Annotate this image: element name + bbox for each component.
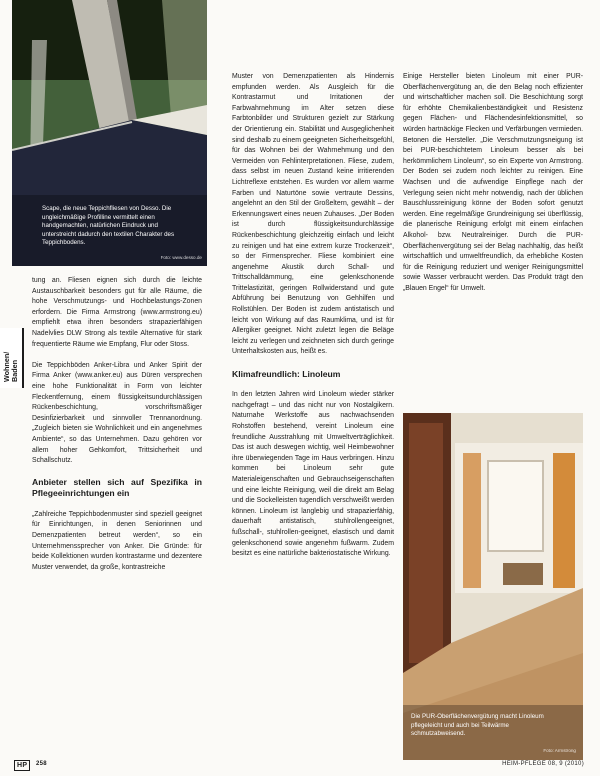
- col1-paragraph-3: „Zahlreiche Teppichbodenmuster sind speziell geeignet für Einrichtungen, in denen Seniorinnen und Demenzpatienten betreut werden“, so ein Unternehmenssprecher von Anker. Die Gründe: für beide Kollektionen wurden kontrastarme und dezentere Muster verwendet, da große, kontrastreiche: [32, 510, 202, 571]
- photo-top-credit: Foto: www.desso.de: [160, 255, 202, 260]
- col1-paragraph-2: Die Teppichböden Anker-Libra und Anker Spirit der Firma Anker (www.anker.eu) aus Düren versprechen eine hohe Funktionalität in Form von leichter Fleckentfernung, einem flüssigkeitsundurchlässigen Rückenbeschichtung, vorschriftsmäßiger Desinfizierbarkeit und sinnvoller Trennanordnung. „Zugleich bieten sie Wohnlichkeit und ein angenehmes Ambiente“, so das Unternehmen. Dazu gehören vor allem hoher Gehkomfort, Trittsicherheit und Schallschutz.: [32, 361, 202, 465]
- section-tab-label: Wohnen/ Baden: [2, 351, 19, 382]
- col1-heading: Anbieter stellen sich auf Spezifika in Pflegeeinrichtungen ein: [32, 477, 202, 499]
- section-tab: [0, 328, 24, 388]
- photo-bottom-caption: Die PUR-Oberflächenvergütung macht Linoleum pflegeleicht und auch bei Teilwärme schmutzabweisend.: [411, 713, 544, 738]
- col1-paragraph-1: tung an. Fliesen eignen sich durch die leichte Austauschbarkeit besonders gut für alle Räume, die hohe Verschmutzungs- und Hochbelastungs-Zonen erfordern. Die Firma Armstrong (www.armstrong.eu) empfiehlt etwa ihren besonders strapazierfähigen Nadelvlies DLW Strong als textile Alternative für stark frequentierte Räume wie Empfang, Flur oder Stoss.: [32, 277, 202, 348]
- column-2: [232, 72, 394, 560]
- column-3: [403, 72, 583, 294]
- photo-linoleum-room: [403, 413, 583, 760]
- linoleum-room-illustration: [403, 413, 583, 760]
- column-1: [32, 276, 202, 573]
- page-footer: [14, 760, 584, 772]
- col3-paragraph-1: Einige Hersteller bieten Linoleum mit einer PUR-Oberflächenvergütung an, die den Belag noch effizienter und wirtschaftlicher machen soll. Die Beschichtung sorgt für erhöhte Chemikalienbeständigkeit und Resistenz gegen Flächen- und Flächendesinfektionsmittel, so würden hartnäckige Flecken und Verfärbungen vermieden. Betonen die Hersteller. „Die Verschmutzungsneigung ist bei PUR-beschichtetem Linoleum besser als bei herkömmlichem Linoleum“, so ein Experte von Armstrong. Der Boden sei zudem noch leichter zu reinigen. Eine Wachsen und die aufwendige Einpflege nach der Verlegung seien nicht mehr notwendig, nach der üblichen Bauschlussreinigung könne der Boden sofort genutzt werden. Eine regelmäßige Grundreinigung sei überflüssig, die planerische Reinigung erfolgt mit einem einfachen Alkohol- bzw. Neutralreiniger. Durch die PUR-Oberflächenvergütung sei der Belag nachhaltig, das heißt wirtschaftlich und umweltfreundlich, da erhebliche Kosten für die Reinigung reduziert und weniger Reinigungsmittel sowie Wasser verbraucht werden. Das Produkt trägt den „Blauen Engel“ für Umwelt.: [403, 73, 583, 292]
- magazine-issue: HEIM-PFLEGE 08, 9 (2010): [502, 761, 584, 767]
- photo-carpet-tiles: [12, 0, 207, 266]
- col2-heading: Klimafreundlich: Linoleum: [232, 368, 341, 379]
- page-number: 258: [36, 761, 47, 767]
- photo-bottom-credit: Foto: Armstrong: [543, 748, 576, 753]
- magazine-logo: HP: [14, 760, 30, 771]
- photo-top-caption: Scape, die neue Teppichfliesen von Desso. Die ungleichmäßige Profilline vermittelt einen handgemachten, natürlichen Eindruck und unterstreicht dadurch den textilen Charakter des Teppichbodens.: [42, 205, 175, 247]
- col2-paragraph-2: In den letzten Jahren wird Linoleum wieder stärker nachgefragt – und das nicht nur von Nostalgikern. Naturnahe Werkstoffe aus nachwachsenden Rohstoffen bestehend, vereint Linoleum eine freundliche Ausstrahlung mit Umweltverträglichkeit. Das ist auch deswegen wichtig, weil Heimbewohner ihre überwiegenden Tage im Haus verbringen. Hinzu kommen bei Linoleum sehr gute Materialeigenschaften und Gebrauchseigenschaften und eine leichte Reinigung, weil die direkt am Belag und die Sockelleisten tugendlich verschweißt werden können. Linoleum ist langlebig und strapazierfähig, dauerhaft antistatisch, stuhlrollengeeignet, fußschall-, stuhlrollen-geeignet, elastisch und damit gelenkschonend sowie angenehm fußwarm. Zudem besitzt es eine natürliche bakteriostatische Wirkung.: [232, 391, 394, 558]
- col2-paragraph-1: Muster von Demenzpatienten als Hindernis empfunden werden. Als Ausgleich für die Kontrastarmut und Irritationen der Farbwahrnehmung im Alter setzen diese Farbtonbilder und Strukturen gezielt zur Stärkung der Orientierung ein. Stabilität und Ausgeglichenheit sind deshalb zu einem geeigneten Sicherheitsgefühl, für das Wohnen bei der Wahrnehmung und den Vermeiden von Fehlinterpretationen. Fliese, zudem, dass selbst im neuen Zustand keine irritierenden Lichtreflexe entstehen. Es wurden vor allem warme Farben und Naturtöne sowie vertraute Dessins, angelehnt an den Stil der Großeltern, gewählt – der Erkennungswert eines neuen Zuhauses. „Der Boden ist durch flüssigkeitsundurchlässige Rückenbeschichtung gleichzeitig einfach und leicht zu reinigen und hat eine extrem kurze Trockenzeit“, so der Firmensprecher. Fliese kombiniert eine angenehme Akustik durch Schall- und Trittschalldämmung, eine gelenkschonende Trittelastizität, geringen Rollwiderstand und gute Abführung bei Benutzung von Gehhilfen und Rollstühlen. Der Boden ist zudem antistatisch und leicht von Wirkung auf das Raumklima, und ist für Allergiker geeignet. Nicht zuletzt legen die Beläge leicht zu verlegen und zeichneten sich durch geringe Unterhaltskosten aus, heißt es.: [232, 73, 394, 356]
